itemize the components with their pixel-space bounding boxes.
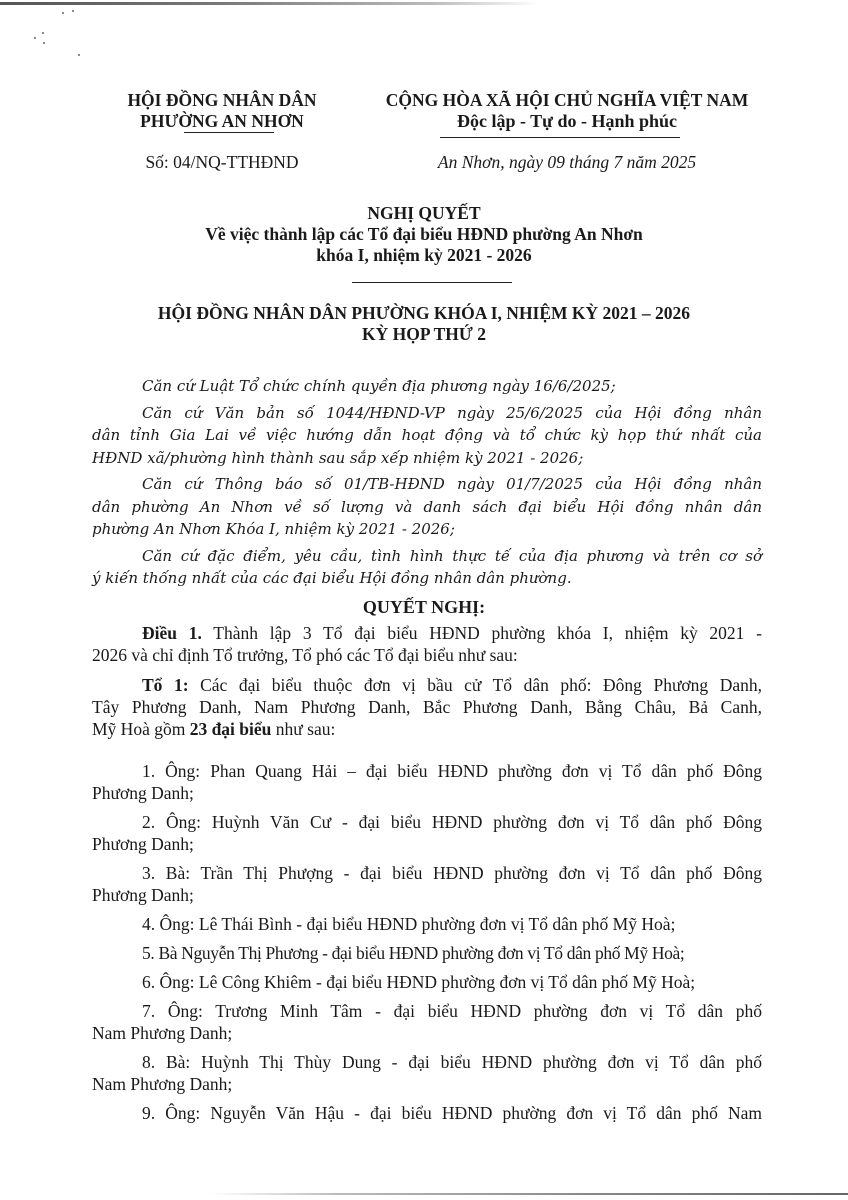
decision-heading: QUYẾT NGHỊ: [362, 597, 486, 617]
title-underline [352, 282, 512, 283]
member-7-line-1: 7. Ông: Trương Minh Tâm - đại biểu HĐND phường đơn vị Tổ dân phố [142, 1001, 762, 1021]
org-line-1: HỘI ĐỒNG NHÂN DÂN [127, 90, 317, 110]
member-6-line-1: 6. Ông: Lê Công Khiêm - đại biểu HĐND phường đơn vị Tổ dân phố Mỹ Hoà; [142, 972, 696, 992]
document-title [0, 203, 848, 266]
national-heading [352, 90, 782, 132]
nation-motto: Độc lập - Tự do - Hạnh phúc [456, 111, 678, 131]
member-3-line-1: 3. Bà: Trần Thị Phượng - đại biểu HĐND phường đơn vị Tổ dân phố Đông [142, 863, 762, 883]
group-1-text-1: Các đại biểu thuộc đơn vị bầu cử Tổ dân phố: Đông Phương Danh, [188, 675, 763, 695]
member-list [92, 760, 762, 1124]
member-5-line-1: 5. Bà Nguyễn Thị Phương - đại biểu HĐND phường đơn vị Tổ dân phố Mỹ Hoà; [142, 943, 685, 963]
group-1 [92, 674, 762, 740]
article-1-text-2: 2026 và chỉ định Tổ trưởng, Tổ phó các Tổ đại biểu như sau: [92, 645, 518, 665]
preamble-2-line-3: HĐND xã/phường hình thành sau sắp xếp nhiệm kỳ 2021 - 2026; [92, 448, 584, 467]
list-item [92, 1051, 762, 1095]
list-item [92, 1102, 762, 1124]
preamble-1: Căn cứ Luật Tổ chức chính quyền địa phương ngày 16/6/2025; [142, 377, 616, 395]
scan-speck [42, 32, 44, 34]
org-line-2: PHƯỜNG AN NHƠN [140, 111, 304, 131]
preamble [92, 375, 762, 590]
place-date: An Nhơn, ngày 09 tháng 7 năm 2025 [437, 152, 697, 172]
member-2-line-1: 2. Ông: Huỳnh Văn Cư - đại biểu HĐND phường đơn vị Tổ dân phố Đông [142, 812, 762, 832]
list-item [92, 811, 762, 855]
member-1-line-1: 1. Ông: Phan Quang Hải – đại biểu HĐND phường đơn vị Tổ dân phố Đông [142, 761, 762, 781]
preamble-3-line-1: Căn cứ Thông báo số 01/TB-HĐND ngày 01/7/2025 của Hội đồng nhân [142, 475, 762, 493]
article-1-label: Điều 1. [142, 623, 202, 643]
list-item [92, 942, 762, 964]
member-3-line-2: Phương Danh; [92, 885, 194, 905]
list-item [92, 760, 762, 804]
list-item [92, 862, 762, 906]
document-type: NGHỊ QUYẾT [367, 203, 481, 223]
member-8-line-1: 8. Bà: Huỳnh Thị Thùy Dung - đại biểu HĐND phường đơn vị Tổ dân phố [142, 1052, 762, 1072]
authority-heading [0, 303, 848, 345]
group-1-text-2: Tây Phương Danh, Nam Phương Danh, Bắc Phương Danh, Bằng Châu, Bả Canh, [92, 697, 762, 717]
list-item [92, 1000, 762, 1044]
scan-speck [62, 12, 64, 14]
title-subject-2: khóa I, nhiệm kỳ 2021 - 2026 [316, 245, 532, 265]
member-7-line-2: Nam Phương Danh; [92, 1023, 233, 1043]
member-1-line-2: Phương Danh; [92, 783, 194, 803]
list-item [92, 913, 762, 935]
preamble-4-line-1: Căn cứ đặc điểm, yêu cầu, tình hình thực tế của địa phương và trên cơ sở [142, 546, 762, 565]
motto-underline [440, 137, 680, 138]
scan-edge-top [0, 2, 540, 5]
preamble-3-line-2: dân phường An Nhơn về số lượng và danh sách đại biểu Hội đồng nhân dân [92, 497, 762, 516]
document-number: Số: 04/NQ-TTHĐND [145, 152, 299, 172]
preamble-3-line-3: phường An Nhơn Khóa I, nhiệm kỳ 2021 - 2026; [92, 520, 455, 538]
authority-line-2: KỲ HỌP THỨ 2 [362, 324, 486, 344]
preamble-4-line-2: ý kiến thống nhất của các đại biểu Hội đồng nhân dân phường. [92, 569, 572, 587]
member-9-line-1: 9. Ông: Nguyễn Văn Hậu - đại biểu HĐND phường đơn vị Tổ dân phố Nam [142, 1103, 762, 1123]
issuing-organization [112, 90, 332, 132]
group-1-text-3b: như sau: [271, 719, 336, 739]
article-1-text-1: Thành lập 3 Tổ đại biểu HĐND phường khóa I, nhiệm kỳ 2021 - [201, 623, 763, 643]
scan-speck [43, 42, 45, 44]
group-1-count: 23 đại biểu [189, 719, 272, 739]
scan-edge-bottom [210, 1193, 848, 1195]
scan-speck [78, 54, 80, 56]
title-subject-1: Về việc thành lập các Tổ đại biểu HĐND phường An Nhơn [205, 224, 643, 244]
group-1-text-3a: Mỹ Hoà gồm [92, 719, 190, 739]
preamble-2-line-1: Căn cứ Văn bản số 1044/HĐND-VP ngày 25/6/2025 của Hội đồng nhân [142, 403, 762, 422]
article-1 [92, 622, 762, 666]
scan-speck [72, 10, 74, 12]
scan-speck [34, 37, 36, 39]
authority-line-1: HỘI ĐỒNG NHÂN DÂN PHƯỜNG KHÓA I, NHIỆM KỲ 2021 – 2026 [157, 303, 691, 323]
member-8-line-2: Nam Phương Danh; [92, 1074, 233, 1094]
member-2-line-2: Phương Danh; [92, 834, 194, 854]
list-item [92, 971, 762, 993]
org-underline [184, 132, 274, 133]
group-1-label: Tổ 1: [142, 675, 189, 695]
member-4-line-1: 4. Ông: Lê Thái Bình - đại biểu HĐND phường đơn vị Tổ dân phố Mỹ Hoà; [142, 914, 676, 934]
preamble-2-line-2: dân tỉnh Gia Lai về việc hướng dẫn hoạt động và tổ chức kỳ họp thứ nhất của [92, 426, 762, 444]
nation-line-1: CỘNG HÒA XÃ HỘI CHỦ NGHĨA VIỆT NAM [385, 90, 749, 110]
